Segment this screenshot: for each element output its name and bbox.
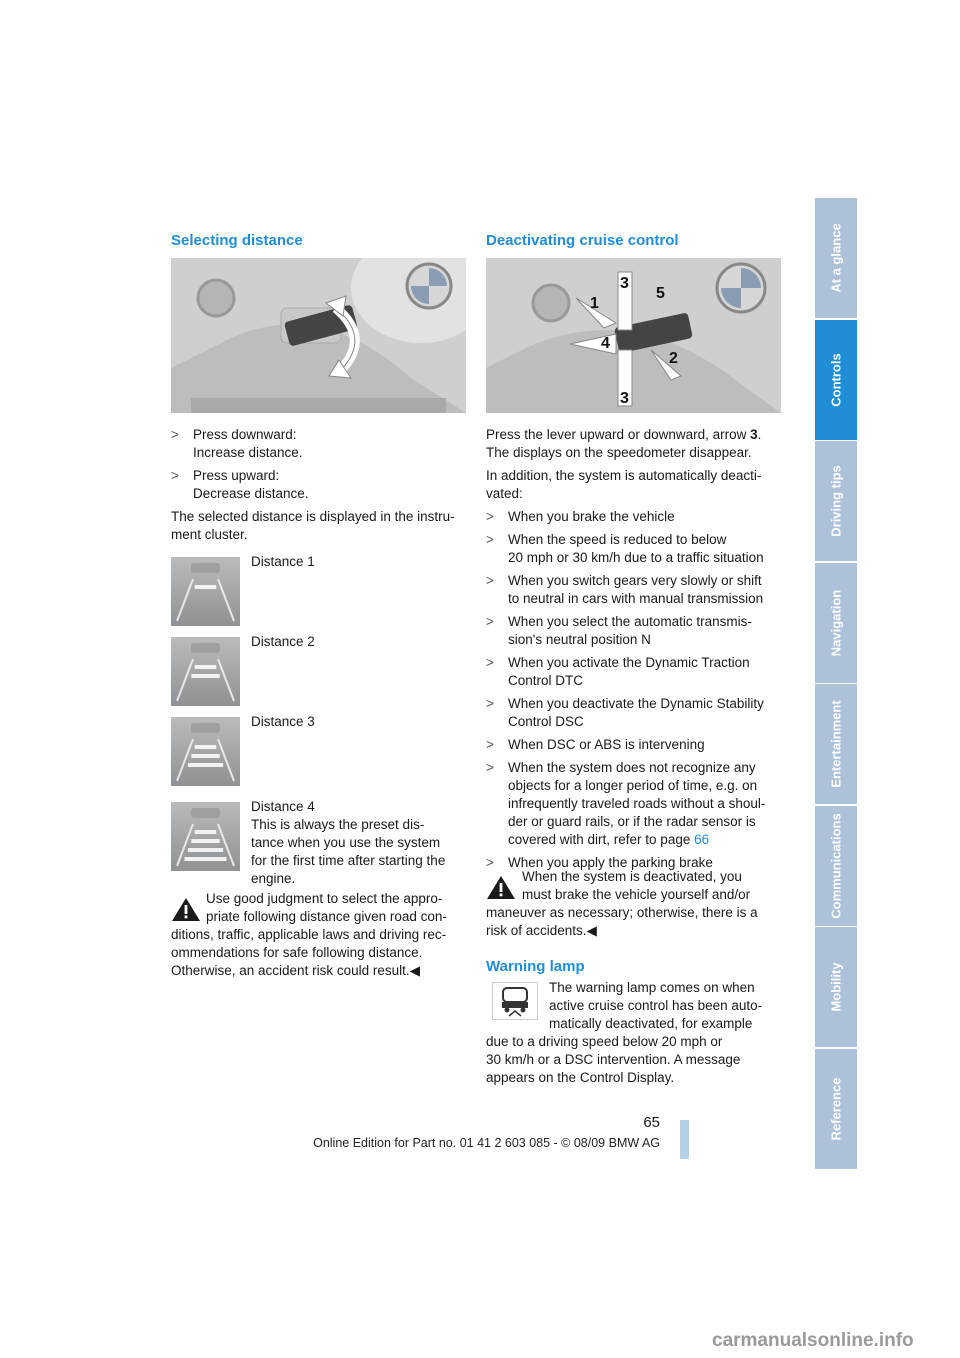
- paragraph: Press the lever upward or downward, arrow 3. The displays on the speedometer disappear.: [486, 427, 762, 460]
- watermark: carmanualsonline.info: [712, 1330, 914, 1351]
- tab-controls[interactable]: Controls: [815, 320, 857, 440]
- paragraph: The selected distance is displayed in the instru- ment cluster.: [171, 509, 455, 542]
- distance-bar: [191, 839, 219, 843]
- tab-communications[interactable]: Communications: [815, 806, 857, 926]
- distance-2-display: [171, 637, 240, 706]
- subheading-warning-lamp: Warning lamp: [486, 958, 585, 975]
- edition-footer: Online Edition for Part no. 01 41 2 603 085 - © 08/09 BMW AG: [313, 1136, 660, 1150]
- section-heading-selecting-distance: Selecting distance: [171, 232, 303, 249]
- distance-bar: [191, 754, 219, 758]
- tab-driving-tips[interactable]: Driving tips: [815, 441, 857, 561]
- distance-1-display: [171, 557, 240, 626]
- distance-bar: [191, 674, 219, 678]
- warning-lamp-text: The warning lamp comes on when active cruise control has been auto- matically deactivated, for example due to a driving speed below 20 mph or 30 km/h or a DSC intervention. A message appears on the Control Display.: [486, 980, 763, 1085]
- deactivation-list: [486, 508, 786, 872]
- tab-reference[interactable]: Reference: [815, 1049, 857, 1169]
- tab-entertainment[interactable]: Entertainment: [815, 684, 857, 804]
- list-item: > When the system does not recognize any objects for a longer period of time, e.g. on infrequently traveled roads without a shoul- der or guard rails, or if the radar sensor is covered with dirt, refer to page 66: [486, 760, 766, 847]
- figure-label: 3: [620, 275, 629, 292]
- list-item: > Press downward: Increase distance.: [171, 427, 303, 460]
- tab-at-a-glance[interactable]: At a glance: [815, 198, 857, 318]
- distance-bar: [195, 745, 217, 749]
- distance-bar: [188, 848, 223, 852]
- list-item: > When the speed is reduced to below 20 mph or 30 km/h due to a traffic situation: [486, 532, 764, 565]
- tab-mobility[interactable]: Mobility: [815, 927, 857, 1047]
- lever-arrows-illustration: [486, 258, 781, 413]
- distance-bar: [188, 763, 223, 767]
- lever-arrows-photo: [486, 258, 781, 413]
- lane-line-right: [218, 739, 234, 781]
- right-warning-text: When the system is deactivated, you must brake the vehicle yourself and/or maneuver as necessary; otherwise, there is a risk of accidents.◀: [486, 869, 758, 938]
- distance-2-label: Distance 2: [251, 634, 315, 649]
- page-link[interactable]: 66: [694, 832, 710, 847]
- list-item: > When you select the automatic transmis- sion's neutral position N: [486, 614, 752, 647]
- page-marker: [680, 1120, 689, 1159]
- steering-lever-illustration: [171, 258, 466, 413]
- left-warning-text: Use good judgment to select the appro- priate following distance given road con- ditions, traffic, applicable laws and driving rec- ommendations for safe following distance. Otherwise, an accident risk could result.◀: [171, 891, 447, 978]
- distance-1-label: Distance 1: [251, 554, 315, 569]
- distance-bar: [184, 857, 226, 861]
- car-silhouette: [191, 723, 220, 733]
- figure-label: 2: [669, 350, 678, 367]
- list-item: > When DSC or ABS is intervening: [486, 737, 705, 752]
- page-number: 65: [643, 1114, 660, 1131]
- lane-line-left: [177, 659, 193, 701]
- paragraph: In addition, the system is automatically deacti- vated:: [486, 468, 762, 501]
- car-silhouette: [191, 808, 220, 818]
- distance-3-display: [171, 717, 240, 786]
- distance-4-text: Distance 4 This is always the preset dis- tance when you use the system for the first time after starting the engine.: [251, 799, 446, 886]
- list-item: > When you apply the parking brake: [486, 855, 713, 870]
- car-silhouette: [191, 563, 220, 573]
- distance-bar: [195, 830, 217, 834]
- right-text-block: [486, 426, 786, 877]
- list-item: > When you activate the Dynamic Traction Control DTC: [486, 655, 750, 688]
- tab-navigation[interactable]: Navigation: [815, 563, 857, 683]
- distance-4-display: [171, 802, 240, 871]
- figure-label: 4: [601, 335, 610, 352]
- list-item: > When you switch gears very slowly or shift to neutral in cars with manual transmission: [486, 573, 764, 606]
- figure-label: 3: [620, 390, 629, 407]
- figure-label: 5: [656, 285, 665, 302]
- steering-lever-photo: [171, 258, 466, 413]
- car-silhouette: [191, 643, 220, 653]
- list-item: > Press upward: Decrease distance.: [171, 468, 309, 501]
- lane-line-left: [177, 579, 193, 621]
- figure-label: 1: [590, 295, 599, 312]
- lane-line-right: [218, 579, 234, 621]
- lane-line-left: [177, 739, 193, 781]
- left-text-block: [171, 426, 466, 544]
- section-heading-deactivating: Deactivating cruise control: [486, 232, 679, 249]
- list-item: > When you deactivate the Dynamic Stability Control DSC: [486, 696, 764, 729]
- distance-bar: [195, 585, 217, 589]
- lane-line-right: [218, 659, 234, 701]
- list-item: > When you brake the vehicle: [486, 509, 675, 524]
- distance-3-label: Distance 3: [251, 714, 315, 729]
- distance-bar: [195, 665, 217, 669]
